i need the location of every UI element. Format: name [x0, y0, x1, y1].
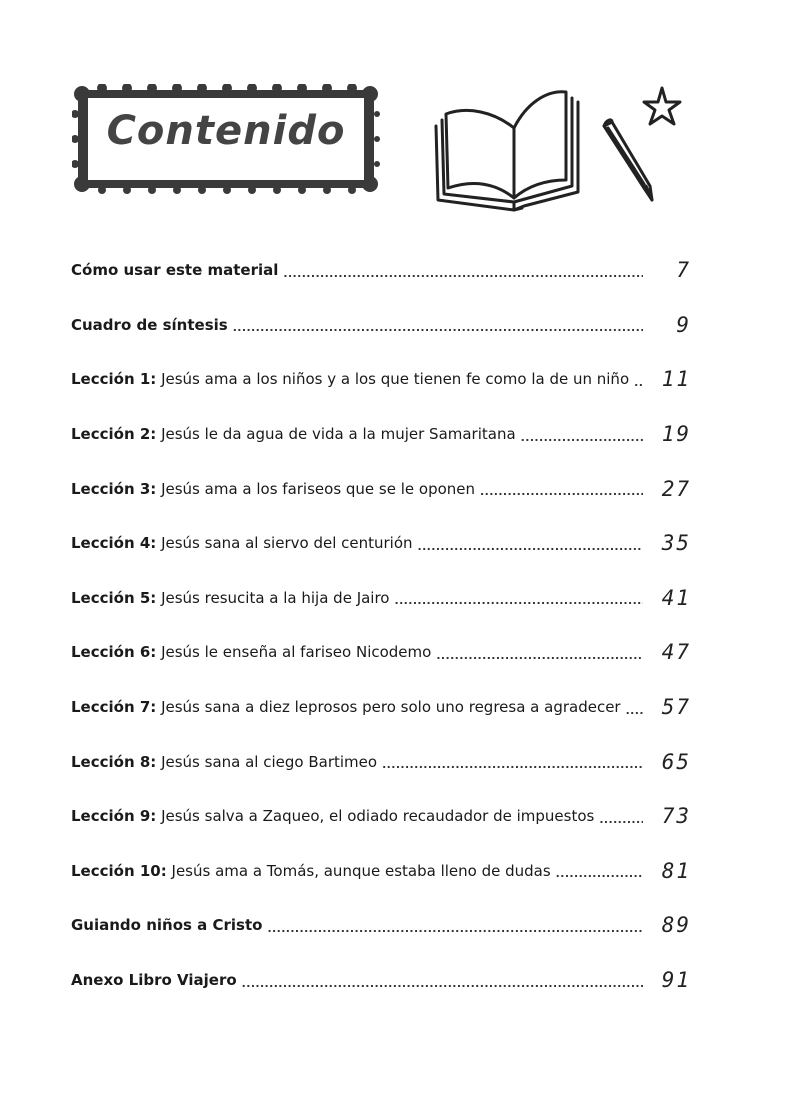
toc-page-number: 47: [661, 640, 691, 665]
toc-entry-label: Lección 9: Jesús salva a Zaqueo, el odiado recaudador de impuestos: [71, 807, 595, 826]
toc-entry-label: Lección 3: Jesús ama a los fariseos que se le oponen: [71, 479, 476, 498]
toc-entry-label: Lección 6: Jesús le enseña al fariseo Nicodemo: [71, 643, 432, 662]
toc-entry-label: Lección 4: Jesús sana al siervo del centurión: [71, 534, 413, 553]
toc-leader-dots: [382, 758, 643, 771]
toc-entry-label: Cómo usar este material: [71, 261, 279, 280]
toc-page-number: 9: [676, 312, 691, 337]
toc-page-number: 41: [661, 585, 691, 610]
toc-leader-dots: [599, 813, 643, 826]
open-book-pencil-star-icon: [428, 82, 688, 212]
toc-entry-label: Lección 1: Jesús ama a los niños y a los que tienen fe como la de un niño: [71, 370, 630, 389]
table-of-contents: [71, 243, 691, 1007]
toc-entry-label: Lección 2: Jesús le da agua de vida a la mujer Samaritana: [71, 425, 516, 444]
toc-leader-dots: [283, 267, 643, 280]
toc-entry[interactable]: [71, 844, 691, 899]
toc-leader-dots: [521, 431, 643, 444]
toc-entry[interactable]: [71, 625, 691, 680]
toc-entry-label: Lección 8: Jesús sana al ciego Bartimeo: [71, 752, 378, 771]
page-title: Contenido: [106, 108, 346, 154]
toc-entry[interactable]: [71, 243, 691, 298]
toc-page-number: 11: [661, 367, 691, 392]
toc-entry[interactable]: [71, 298, 691, 353]
toc-entry[interactable]: [71, 352, 691, 407]
toc-leader-dots: [626, 704, 643, 717]
toc-page-number: 57: [661, 695, 691, 720]
toc-page-number: 19: [661, 422, 691, 447]
toc-page-number: 65: [661, 749, 691, 774]
toc-entry[interactable]: [71, 898, 691, 953]
toc-entry[interactable]: [71, 734, 691, 789]
toc-entry-label: Lección 10: Jesús ama a Tomás, aunque estaba lleno de dudas: [71, 861, 551, 880]
toc-leader-dots: [634, 376, 643, 389]
toc-page-number: 81: [661, 858, 691, 883]
toc-page-number: 89: [661, 913, 691, 938]
toc-entry[interactable]: [71, 571, 691, 626]
toc-entry-label: Anexo Libro Viajero: [71, 971, 237, 990]
toc-leader-dots: [436, 649, 643, 662]
toc-entry[interactable]: [71, 516, 691, 571]
toc-page-number: 35: [661, 531, 691, 556]
toc-entry[interactable]: [71, 953, 691, 1008]
toc-page-number: 27: [661, 476, 691, 501]
toc-page-number: 91: [661, 968, 691, 993]
toc-entry[interactable]: [71, 461, 691, 516]
title-frame: [72, 84, 380, 194]
toc-entry-label: Cuadro de síntesis: [71, 315, 228, 334]
toc-leader-dots: [267, 922, 643, 935]
toc-entry[interactable]: [71, 407, 691, 462]
toc-leader-dots: [233, 321, 643, 334]
toc-page-number: 7: [676, 258, 691, 283]
toc-leader-dots: [418, 540, 643, 553]
toc-entry-label: Lección 7: Jesús sana a diez leprosos pero solo uno regresa a agradecer: [71, 698, 621, 717]
toc-entry[interactable]: [71, 789, 691, 844]
toc-entry[interactable]: [71, 680, 691, 735]
toc-leader-dots: [242, 977, 643, 990]
toc-entry-label: Lección 5: Jesús resucita a la hija de Jairo: [71, 588, 390, 607]
toc-page-number: 73: [661, 804, 691, 829]
toc-leader-dots: [480, 485, 643, 498]
toc-leader-dots: [395, 594, 644, 607]
toc-entry-label: Guiando niños a Cristo: [71, 916, 263, 935]
toc-leader-dots: [556, 867, 643, 880]
